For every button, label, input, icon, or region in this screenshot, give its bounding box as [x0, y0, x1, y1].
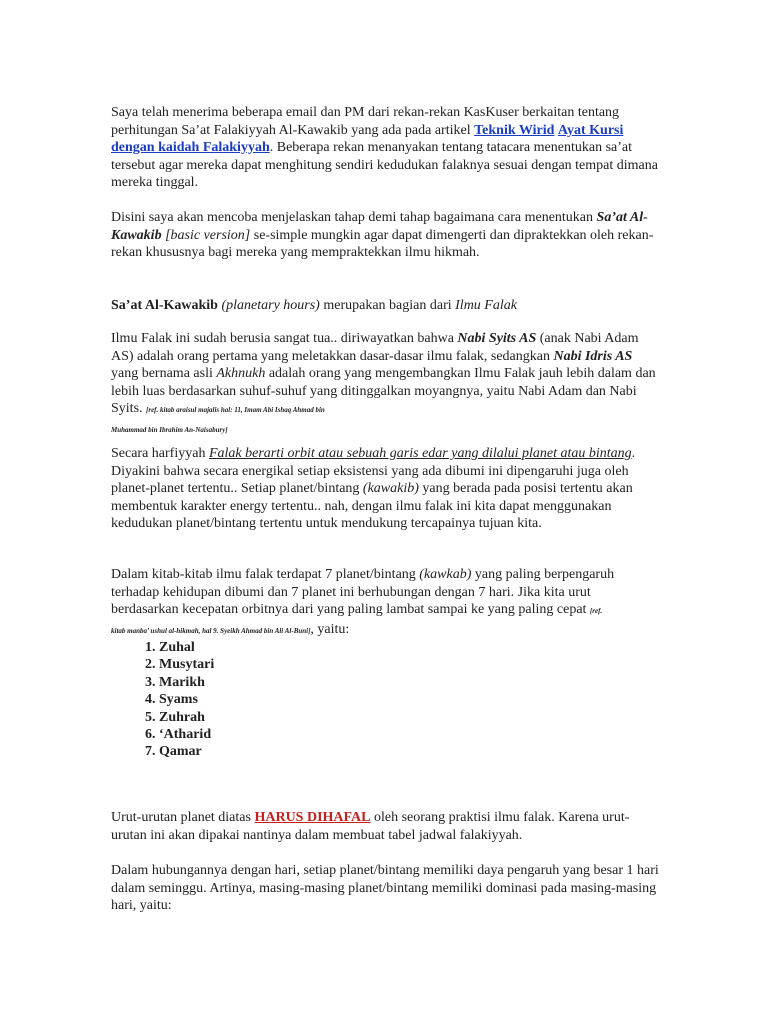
paragraph-intro	[111, 104, 659, 192]
reference-note-continued: Muhammad bin Ibrahim An-Naisabury]	[111, 425, 228, 434]
harus-dihafal-emphasis: HARUS DIHAFAL	[254, 810, 371, 825]
ilmu-falak-term: Ilmu Falak	[455, 298, 517, 313]
paragraph-memorize	[111, 809, 659, 844]
kawakib-term: (kawakib)	[362, 481, 419, 496]
paragraph-falak-meaning	[111, 445, 659, 533]
list-item: 6. ‘Atharid	[159, 726, 214, 743]
list-item: 3. Marikh	[159, 674, 214, 691]
falak-definition: Falak berarti orbit atau sebuah garis edar yang dilalui planet atau bintang	[208, 446, 632, 461]
term-saat-al-kawakib: Sa’at Al-Kawakib	[111, 210, 648, 243]
article-link-continued[interactable]: Ayat Kursi dengan kaidah Falakiyyah	[111, 122, 624, 155]
text-span: yang paling berpengaruh terhadap kehidupan dibumi dan 7 planet ini berhubungan dengan 7 hari. Jika kita urut berdasarkan kecepatan orbitnya dari yang paling lambat sampai ke yang paling cepat	[111, 567, 615, 617]
text-span: , yaitu:	[310, 621, 350, 637]
list-item: 2. Musytari	[159, 656, 214, 673]
text-span: yang berada pada posisi tertentu akan membentuk karakter energy tertentu.. nah, dengan ilmu falak ini kita dapat menggunakan kedudukan planet/bintang tertentu untuk mendukung tercapainya tujuan kita.	[111, 481, 633, 531]
text-span: adalah orang yang mengembangkan Ilmu Falak jauh lebih dalam dan lebih luas berdasarkan suhuf-suhuf yang ditinggalkan moyangnya, yaitu Nabi Adam dan Nabi Syits.	[111, 366, 656, 416]
text-span: Saya telah menerima beberapa email dan PM dari rekan-rekan KasKuser berkaitan tentang perhitungan Sa’at Falakiyyah Al-Kawakib yang ada pada artikel	[111, 105, 620, 138]
paragraph-days	[111, 862, 659, 915]
paragraph-history	[111, 330, 659, 437]
list-item: 4. Syams	[159, 691, 214, 708]
text-span: oleh seorang praktisi ilmu falak. Karena urut-urutan ini akan dipakai nantinya dalam membuat tabel jadwal falakiyyah.	[111, 810, 630, 843]
article-link[interactable]: Teknik Wirid	[474, 122, 555, 138]
prophet-idris: Nabi Idris AS	[553, 348, 633, 364]
reference-note-continued: kitab manba’ ushul al-hikmah, hal 9. Syeikh Ahmad bin Ali Al-Buni]	[111, 626, 311, 635]
kawkab-term: (kawkab)	[419, 567, 472, 582]
text-span: se-simple mungkin agar dapat dimengerti dan dipraktekkan oleh rekan-rekan khususnya bagi mereka yang mempraktekkan ilmu hikmah.	[111, 227, 654, 260]
prophet-syits: Nabi Syits AS	[457, 331, 537, 346]
paragraph-seven-planets	[111, 566, 659, 638]
list-item: 7. Qamar	[159, 743, 214, 760]
paragraph-purpose	[111, 209, 659, 262]
reference-note: [ref. kitab araisul majalis hal: 11, Imam Abi Ishaq Ahmad bin	[146, 406, 325, 414]
list-item: 1. Zuhal	[159, 639, 214, 656]
text-span: . Beberapa rekan menanyakan tentang tatacara menentukan sa’at tersebut agar mereka dapat menghitung sendiri kedudukan falaknya sesuai dengan tempat dimana mereka tinggal.	[111, 140, 658, 190]
list-item: 5. Zuhrah	[159, 709, 214, 726]
text-span: Dalam hubungannya dengan hari, setiap planet/bintang memiliki daya pengaruh yang besar 1 hari dalam seminggu. Artinya, masing-masing planet/bintang memiliki dominasi pada masing-masing hari, yaitu:	[111, 863, 659, 913]
text-span: Ilmu Falak ini sudah berusia sangat tua.. diriwayatkan bahwa	[111, 331, 458, 346]
akhnukh-name: Akhnukh	[216, 366, 266, 381]
planet-list	[111, 639, 214, 761]
text-span: Disini saya akan mencoba menjelaskan tahap demi tahap bagaimana cara menentukan	[111, 210, 597, 225]
text-span: (anak Nabi Adam AS) adalah orang pertama yang meletakkan dasar-dasar ilmu falak, sedangkan	[111, 331, 639, 364]
text-span: merupakan bagian dari	[319, 298, 456, 313]
text-span: . Diyakini bahwa secara energikal setiap eksistensi yang ada dibumi ini dipengaruhi juga oleh planet-planet tertentu.. Setiap planet/bintang	[111, 446, 636, 496]
text-span: yang bernama asli	[111, 366, 217, 381]
text-span: Urut-urutan planet diatas	[111, 810, 255, 825]
text-span: Secara harfiyyah	[111, 446, 209, 461]
version-note: [basic version]	[161, 227, 251, 243]
term-heading: Sa’at Al-Kawakib	[111, 298, 218, 313]
text-span: Dalam kitab-kitab ilmu falak terdapat 7 planet/bintang	[111, 567, 420, 582]
paragraph-definition-heading	[111, 297, 659, 315]
reference-note: [ref.	[589, 607, 603, 615]
planetary-hours-note: (planetary hours)	[217, 298, 320, 313]
